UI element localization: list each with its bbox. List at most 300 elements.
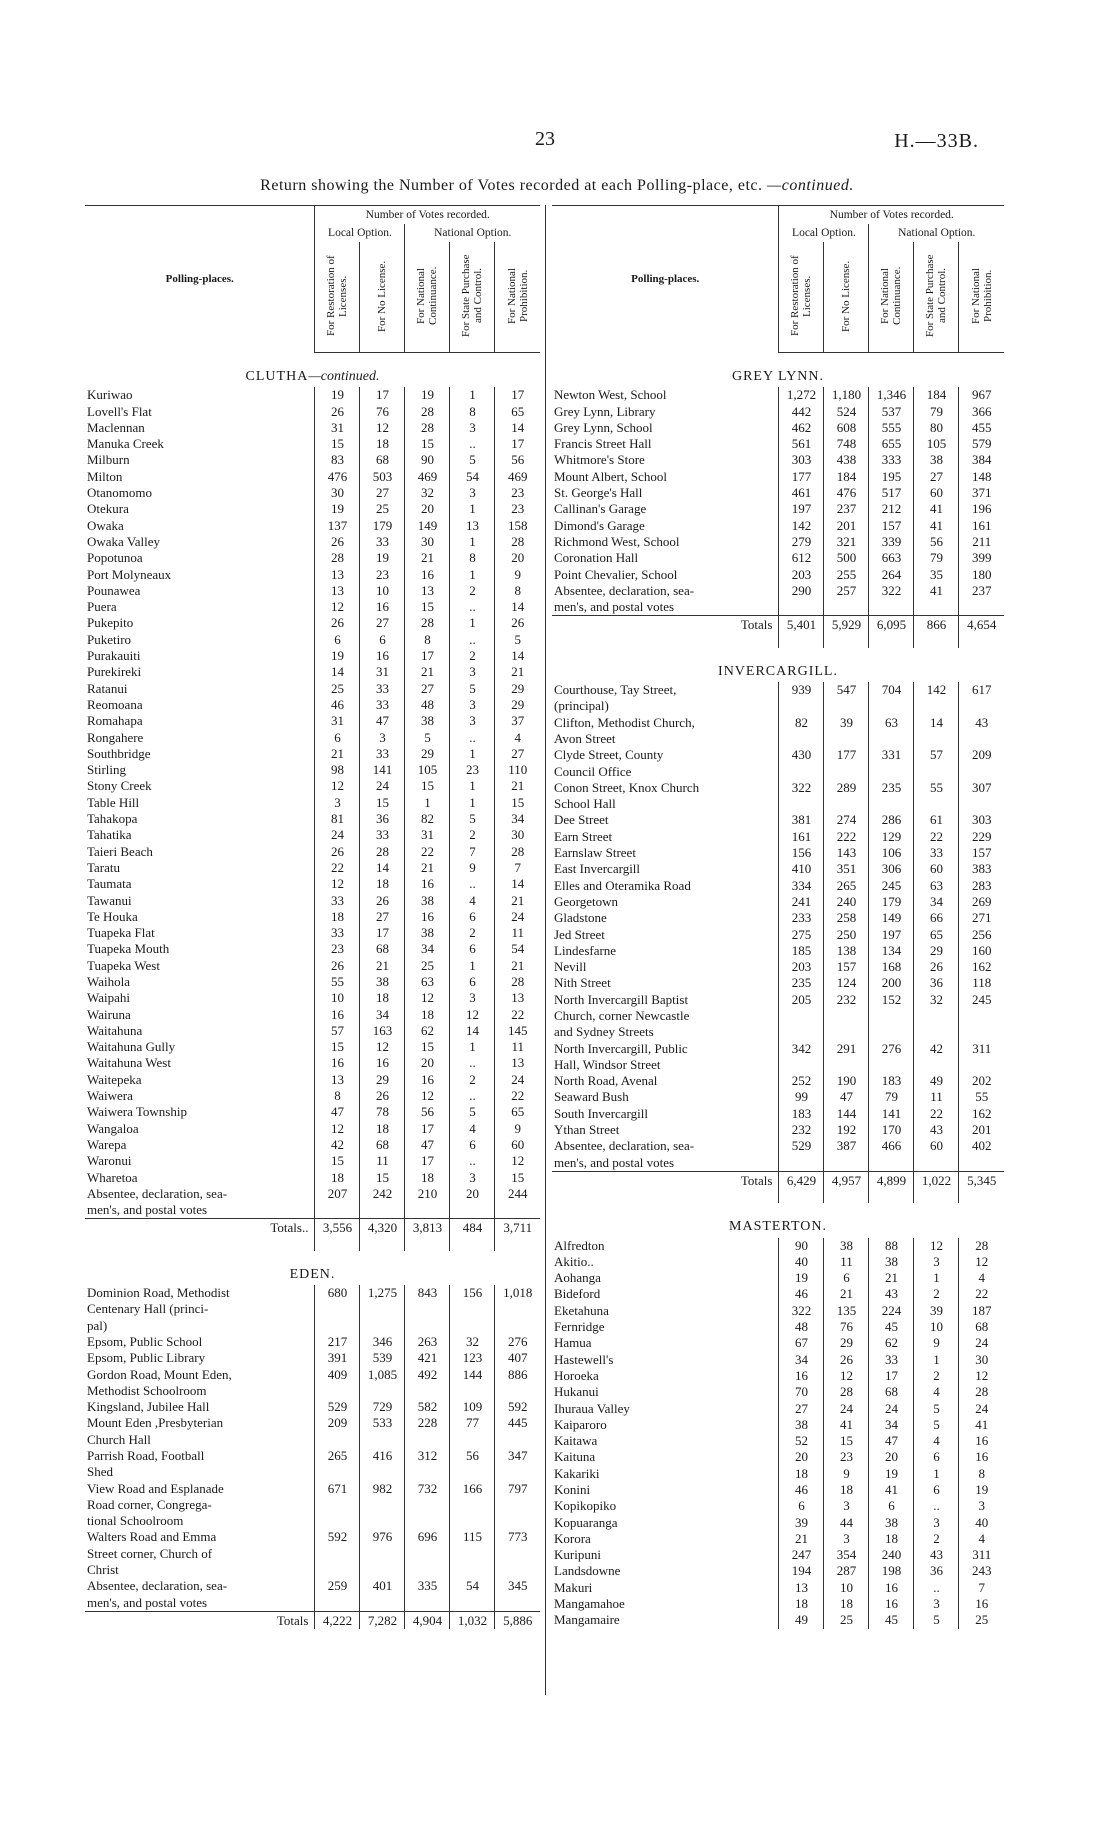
vote-count: 592 [315, 1529, 360, 1545]
table-row [85, 925, 540, 941]
table-row [552, 1303, 1004, 1319]
vote-count: 17 [405, 648, 450, 664]
table-row [552, 1401, 1004, 1417]
section-heading-row [552, 648, 1004, 682]
section-heading-row [85, 353, 540, 388]
vote-count: 1 [450, 778, 495, 794]
table-row [552, 1335, 1004, 1351]
vote-count: 3 [360, 730, 405, 746]
vote-count: 57 [914, 747, 959, 763]
total-count: 4,320 [360, 1219, 405, 1237]
polling-place-name: Milburn [87, 452, 130, 468]
vote-count: 14 [914, 715, 959, 731]
vote-count: 6 [315, 730, 360, 746]
table-row [85, 534, 540, 550]
right-returns-table [552, 205, 1004, 1629]
vote-count: 115 [450, 1529, 495, 1545]
table-row [552, 812, 1004, 828]
table-row [552, 1122, 1004, 1138]
vote-count: 279 [779, 534, 824, 550]
vote-count: 346 [360, 1334, 405, 1350]
total-count: 6,095 [869, 616, 914, 634]
table-row [85, 1186, 540, 1202]
table-row [85, 1578, 540, 1594]
vote-count: 19 [779, 1270, 824, 1286]
total-count: 5,929 [824, 616, 869, 634]
vote-count: 18 [315, 1170, 360, 1186]
vote-count: 16 [959, 1596, 1004, 1612]
vote-count: 5 [914, 1401, 959, 1417]
polling-place-name: Dee Street [554, 812, 609, 828]
vote-count: 381 [779, 812, 824, 828]
section-heading-row [85, 1251, 540, 1285]
vote-count: 76 [360, 404, 405, 420]
table-row [85, 1318, 540, 1334]
vote-count: 886 [495, 1367, 540, 1383]
vote-count: 6 [450, 909, 495, 925]
vote-count: 26 [315, 404, 360, 420]
vote-count [360, 1432, 405, 1448]
vote-count: 23 [315, 941, 360, 957]
vote-count: 1 [914, 1352, 959, 1368]
polling-place-name: (principal) [554, 698, 609, 714]
polling-place-name: Tuapeka Mouth [87, 941, 170, 957]
vote-count [315, 1497, 360, 1513]
spacer-cell [914, 1189, 959, 1203]
left-table-body [85, 353, 540, 1630]
totals-row [85, 1219, 540, 1237]
table-row [85, 795, 540, 811]
polling-place-name: Horoeka [554, 1367, 599, 1383]
vote-count: 27 [360, 615, 405, 631]
vote-count: 33 [360, 827, 405, 843]
vote-count: 190 [824, 1073, 869, 1089]
polling-place-name: Kopuaranga [554, 1514, 618, 1530]
polling-place-name: Whitmore's Store [554, 452, 645, 468]
table-row [552, 861, 1004, 877]
vote-count: 617 [959, 682, 1004, 698]
vote-count: 144 [824, 1106, 869, 1122]
polling-place-name: Georgetown [554, 893, 619, 909]
table-row [85, 452, 540, 468]
table-row [552, 1384, 1004, 1400]
vote-count [315, 1595, 360, 1612]
vote-count: 48 [405, 697, 450, 713]
vote-count: 105 [914, 436, 959, 452]
vote-count: 15 [315, 436, 360, 452]
vote-count [450, 1464, 495, 1480]
vote-count: 45 [869, 1319, 914, 1335]
vote-count [315, 1318, 360, 1334]
vote-count: 36 [914, 1563, 959, 1579]
polling-place-name: Absentee, declaration, sea- [87, 1578, 228, 1594]
vote-count: 6 [450, 1137, 495, 1153]
vote-count: 1 [450, 501, 495, 517]
vote-count: 529 [315, 1399, 360, 1415]
polling-place-name: Hamua [554, 1335, 592, 1351]
table-row [85, 1285, 540, 1301]
vote-count: 26 [495, 615, 540, 631]
vote-count: 18 [824, 1596, 869, 1612]
vote-count [914, 1155, 959, 1172]
vote-count [315, 1562, 360, 1578]
table-row [552, 534, 1004, 550]
table-row [552, 404, 1004, 420]
vote-count: 60 [914, 1138, 959, 1154]
vote-count: 265 [824, 878, 869, 894]
vote-count: 244 [495, 1186, 540, 1202]
vote-count: 23 [495, 485, 540, 501]
total-count: 1,032 [450, 1611, 495, 1629]
vote-count [495, 1301, 540, 1317]
vote-count: 240 [824, 894, 869, 910]
table-row [552, 452, 1004, 468]
polling-place-name: Kopikopiko [554, 1498, 617, 1514]
section-heading-row [552, 1203, 1004, 1237]
polling-place-name: Warepa [87, 1136, 127, 1152]
vote-count: 469 [495, 469, 540, 485]
vote-count: 257 [824, 583, 869, 599]
polling-place-name: Kuriwao [87, 387, 133, 403]
vote-count: 347 [495, 1448, 540, 1464]
vote-count: 60 [495, 1137, 540, 1153]
vote-count [360, 1497, 405, 1513]
vote-count: 157 [869, 518, 914, 534]
polling-place-name: Otekura [87, 501, 129, 517]
vote-count: 6 [360, 632, 405, 648]
total-count: 5,401 [779, 616, 824, 634]
vote-count: 982 [360, 1481, 405, 1497]
polling-place-name: Coronation Hall [554, 550, 639, 566]
vote-count: 12 [824, 1368, 869, 1384]
vote-count: 235 [869, 780, 914, 796]
table-row [552, 780, 1004, 796]
vote-count: 401 [360, 1578, 405, 1594]
vote-count: 29 [914, 943, 959, 959]
polling-place-name: Puketiro [87, 631, 132, 647]
vote-count: 162 [959, 1106, 1004, 1122]
vote-count: .. [914, 1498, 959, 1514]
vote-count [450, 1497, 495, 1513]
vote-count: 5 [450, 452, 495, 468]
vote-count: 3 [450, 420, 495, 436]
table-row [85, 518, 540, 534]
vote-count: 4 [450, 893, 495, 909]
vote-count: 704 [869, 682, 914, 698]
vote-count: 79 [869, 1089, 914, 1105]
vote-count: 56 [450, 1448, 495, 1464]
vote-count: 143 [824, 845, 869, 861]
table-row [552, 1482, 1004, 1498]
polling-place-name: Tahakopa [87, 811, 138, 827]
vote-count: 12 [315, 1121, 360, 1137]
polling-place-name: Parrish Road, Football [87, 1448, 205, 1463]
vote-count: 14 [495, 599, 540, 615]
vote-count: 14 [315, 664, 360, 680]
table-row [85, 1202, 540, 1219]
polling-place-name: Absentee, declaration, sea- [87, 1185, 228, 1201]
vote-count: 263 [405, 1334, 450, 1350]
vote-count: 46 [315, 697, 360, 713]
vote-count: 16 [959, 1449, 1004, 1465]
vote-count: 582 [405, 1399, 450, 1415]
vote-count: 345 [495, 1578, 540, 1594]
table-row [552, 1449, 1004, 1465]
table-row [552, 910, 1004, 926]
vote-count: 276 [869, 1041, 914, 1057]
vote-count: 106 [869, 845, 914, 861]
vote-count [779, 764, 824, 780]
section-spacer [85, 1237, 540, 1251]
vote-count: 773 [495, 1529, 540, 1545]
vote-count: 28 [495, 844, 540, 860]
polling-place-name: Church, corner Newcastle [554, 1007, 690, 1023]
vote-count: 82 [779, 715, 824, 731]
vote-count: 18 [360, 990, 405, 1006]
vote-count [405, 1318, 450, 1334]
vote-count: 56 [914, 534, 959, 550]
vote-count: 561 [779, 436, 824, 452]
vote-count [869, 731, 914, 747]
vote-count: 16 [315, 1055, 360, 1071]
vote-count [779, 796, 824, 812]
polling-place-name: Maclennan [87, 419, 145, 435]
polling-place-name: men's, and postal votes [554, 1154, 675, 1170]
vote-count: 16 [405, 909, 450, 925]
vote-count: 30 [959, 1352, 1004, 1368]
vote-count: 1 [914, 1466, 959, 1482]
vote-count: 21 [495, 778, 540, 794]
page-title [0, 177, 1114, 195]
header-national-option: National Option. [869, 224, 1004, 242]
table-row [85, 1104, 540, 1120]
vote-count: .. [450, 1055, 495, 1071]
vote-count: 6 [914, 1449, 959, 1465]
vote-count: 68 [360, 1137, 405, 1153]
polling-place-name: Epsom, Public School [87, 1333, 203, 1349]
vote-count: 198 [869, 1563, 914, 1579]
vote-count: 129 [869, 829, 914, 845]
vote-count: 47 [869, 1433, 914, 1449]
section-heading [85, 353, 540, 388]
table-row [552, 959, 1004, 975]
vote-count: 21 [315, 746, 360, 762]
vote-count: 354 [824, 1547, 869, 1563]
vote-count: 29 [495, 681, 540, 697]
polling-place-name: North Invercargill Baptist [554, 991, 689, 1007]
vote-count: 1 [450, 615, 495, 631]
table-row [85, 990, 540, 1006]
vote-count [315, 1301, 360, 1317]
vote-count: .. [914, 1580, 959, 1596]
vote-count [959, 796, 1004, 812]
table-row [552, 501, 1004, 517]
polling-place-name: and Sydney Streets [554, 1024, 654, 1040]
polling-place-name: Ythan Street [554, 1122, 620, 1138]
vote-count: 22 [495, 1007, 540, 1023]
vote-count [495, 1595, 540, 1612]
total-count: 4,654 [959, 616, 1004, 634]
vote-count: 274 [824, 812, 869, 828]
vote-count [450, 1546, 495, 1562]
vote-count: 24 [869, 1401, 914, 1417]
polling-place-name: Grey Lynn, School [554, 419, 653, 435]
spacer-cell [405, 1237, 450, 1251]
vote-count: 17 [360, 387, 405, 403]
vote-count: 39 [779, 1515, 824, 1531]
vote-count: 24 [824, 1401, 869, 1417]
table-row [552, 420, 1004, 436]
polling-place-name: Otanomomo [87, 485, 152, 501]
vote-count: 137 [315, 518, 360, 534]
vote-count: 445 [495, 1415, 540, 1431]
vote-count: 18 [360, 1121, 405, 1137]
vote-count: 38 [869, 1515, 914, 1531]
polling-place-name: Francis Street Hall [554, 436, 652, 452]
vote-count: 2 [450, 583, 495, 599]
vote-count [405, 1202, 450, 1219]
vote-count: 33 [914, 845, 959, 861]
polling-place-name: Methodist Schoolroom [87, 1382, 207, 1398]
vote-count: 47 [315, 1104, 360, 1120]
vote-count: 99 [779, 1089, 824, 1105]
table-row [552, 682, 1004, 698]
polling-place-name: Akitio.. [554, 1253, 594, 1269]
header-polling-places: Polling-places. [85, 206, 315, 353]
vote-count: 24 [959, 1401, 1004, 1417]
vote-count: 1 [450, 1039, 495, 1055]
vote-count: 15 [360, 795, 405, 811]
polling-place-name: Callinan's Garage [554, 501, 647, 517]
vote-count [495, 1546, 540, 1562]
vote-count: 55 [315, 974, 360, 990]
vote-count: 196 [959, 501, 1004, 517]
table-row [85, 713, 540, 729]
vote-count: 19 [405, 387, 450, 403]
vote-count [405, 1513, 450, 1529]
vote-count [360, 1301, 405, 1317]
vote-count [450, 1562, 495, 1578]
vote-count: 170 [869, 1122, 914, 1138]
table-row [85, 746, 540, 762]
polling-place-name: Waihola [87, 973, 130, 989]
vote-count: 16 [405, 567, 450, 583]
table-row [552, 1254, 1004, 1270]
polling-place-name: Manuka Creek [87, 436, 164, 452]
vote-count: 28 [495, 534, 540, 550]
vote-count [405, 1546, 450, 1562]
vote-count: 455 [959, 420, 1004, 436]
total-count: 3,813 [405, 1219, 450, 1237]
vote-count: 384 [959, 452, 1004, 468]
vote-count [405, 1383, 450, 1399]
polling-place-name: Tahatika [87, 827, 132, 843]
table-row [85, 1415, 540, 1431]
spacer-cell [869, 1189, 914, 1203]
vote-count: 31 [315, 713, 360, 729]
vote-count: 6 [315, 632, 360, 648]
vote-count: 44 [824, 1515, 869, 1531]
vote-count: 25 [360, 501, 405, 517]
vote-count: 3 [450, 1170, 495, 1186]
total-count: 4,957 [824, 1171, 869, 1189]
vote-count: 333 [869, 452, 914, 468]
vote-count [495, 1497, 540, 1513]
vote-count: 156 [450, 1285, 495, 1301]
vote-count [360, 1318, 405, 1334]
header-continuance: For National Continuance. [879, 266, 904, 326]
vote-count: 7 [959, 1580, 1004, 1596]
vote-count: 27 [360, 909, 405, 925]
polling-place-name: Waitahuna Gully [87, 1039, 176, 1055]
vote-count: 843 [405, 1285, 450, 1301]
vote-count: 371 [959, 485, 1004, 501]
vote-count: 49 [914, 1073, 959, 1089]
polling-place-name: Table Hill [87, 794, 140, 810]
polling-place-name: Epsom, Public Library [87, 1350, 206, 1366]
vote-count [405, 1595, 450, 1612]
vote-count: 976 [360, 1529, 405, 1545]
vote-count: 45 [869, 1612, 914, 1628]
vote-count: 10 [315, 990, 360, 1006]
vote-count: 177 [779, 469, 824, 485]
vote-count: 2 [450, 648, 495, 664]
section-spacer [552, 634, 1004, 648]
table-row [85, 648, 540, 664]
vote-count: 18 [869, 1531, 914, 1547]
vote-count [779, 698, 824, 714]
vote-count: 149 [405, 518, 450, 534]
vote-count: 23 [495, 501, 540, 517]
vote-count: 28 [824, 1384, 869, 1400]
vote-count: 32 [914, 992, 959, 1008]
vote-count: 37 [495, 713, 540, 729]
polling-place-name: Waitahuna [87, 1022, 143, 1038]
vote-count [914, 1024, 959, 1040]
spacer-cell [779, 1189, 824, 1203]
vote-count: 2 [914, 1368, 959, 1384]
vote-count: 195 [869, 469, 914, 485]
vote-count: 22 [315, 860, 360, 876]
table-row [85, 1562, 540, 1578]
vote-count: 461 [779, 485, 824, 501]
vote-count: 201 [824, 518, 869, 534]
vote-count [869, 698, 914, 714]
table-row [552, 583, 1004, 599]
vote-count: 166 [450, 1481, 495, 1497]
vote-count: 241 [779, 894, 824, 910]
vote-count: 10 [914, 1319, 959, 1335]
vote-count: 306 [869, 861, 914, 877]
polling-place-name: Taratu [87, 859, 121, 875]
polling-place-name: Stirling [87, 762, 127, 778]
vote-count: 29 [495, 697, 540, 713]
polling-place-name: Hastewell's [554, 1351, 614, 1367]
vote-count: 12 [495, 1153, 540, 1169]
table-row [85, 615, 540, 631]
vote-count: 66 [914, 910, 959, 926]
vote-count [779, 1155, 824, 1172]
vote-count: 36 [360, 811, 405, 827]
vote-count: 20 [779, 1449, 824, 1465]
section-name: GREY LYNN. [731, 369, 825, 384]
polling-place-name: Dimond's Garage [554, 517, 645, 533]
vote-count: 54 [495, 941, 540, 957]
spacer-cell [824, 634, 869, 648]
vote-count [360, 1595, 405, 1612]
vote-count: 32 [450, 1334, 495, 1350]
vote-count: 200 [869, 975, 914, 991]
